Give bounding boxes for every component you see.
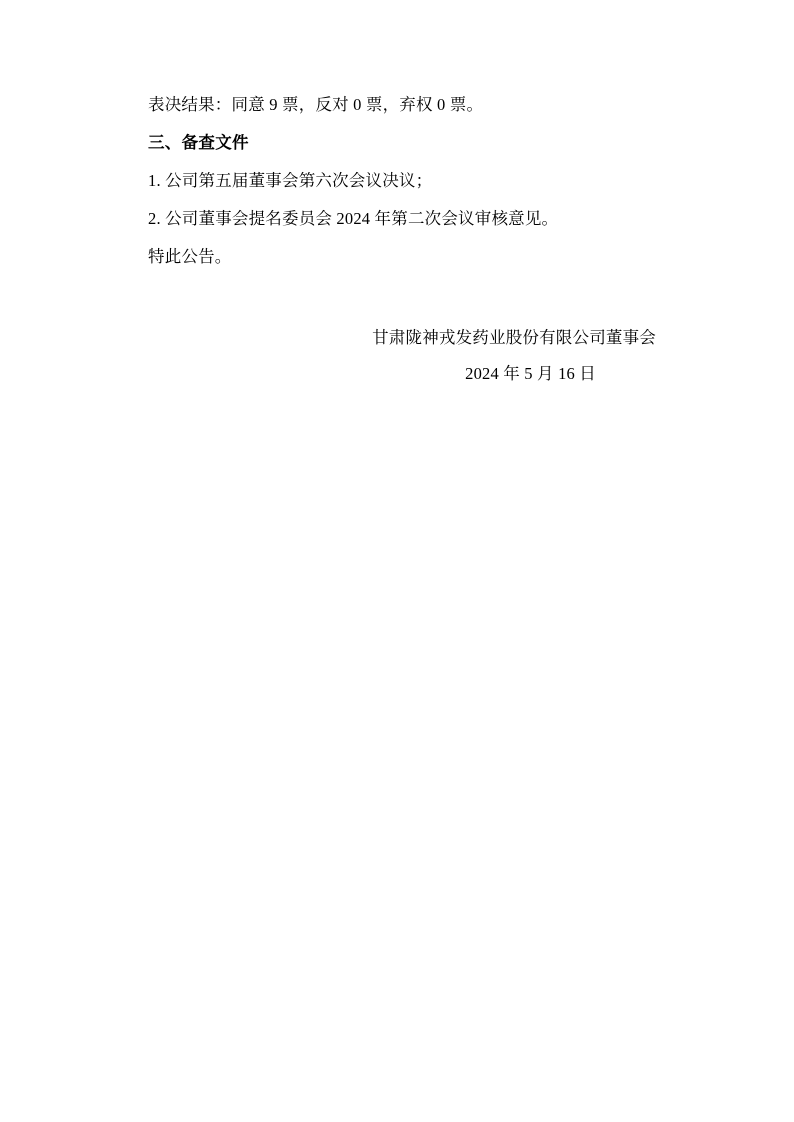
reference-item-1: 1. 公司第五届董事会第六次会议决议； — [148, 171, 433, 190]
signature-date: 2024 年 5 月 16 日 — [465, 364, 596, 383]
vote-result-line: 表决结果：同意 9 票，反对 0 票，弃权 0 票。 — [148, 95, 484, 114]
signature-block — [148, 320, 686, 392]
signature-company: 甘肃陇神戎发药业股份有限公司董事会 — [372, 328, 656, 347]
closing-line: 特此公告。 — [148, 247, 232, 266]
section-heading-reference-documents: 三、备查文件 — [148, 133, 249, 152]
reference-item-2: 2. 公司董事会提名委员会 2024 年第二次会议审核意见。 — [148, 209, 559, 228]
